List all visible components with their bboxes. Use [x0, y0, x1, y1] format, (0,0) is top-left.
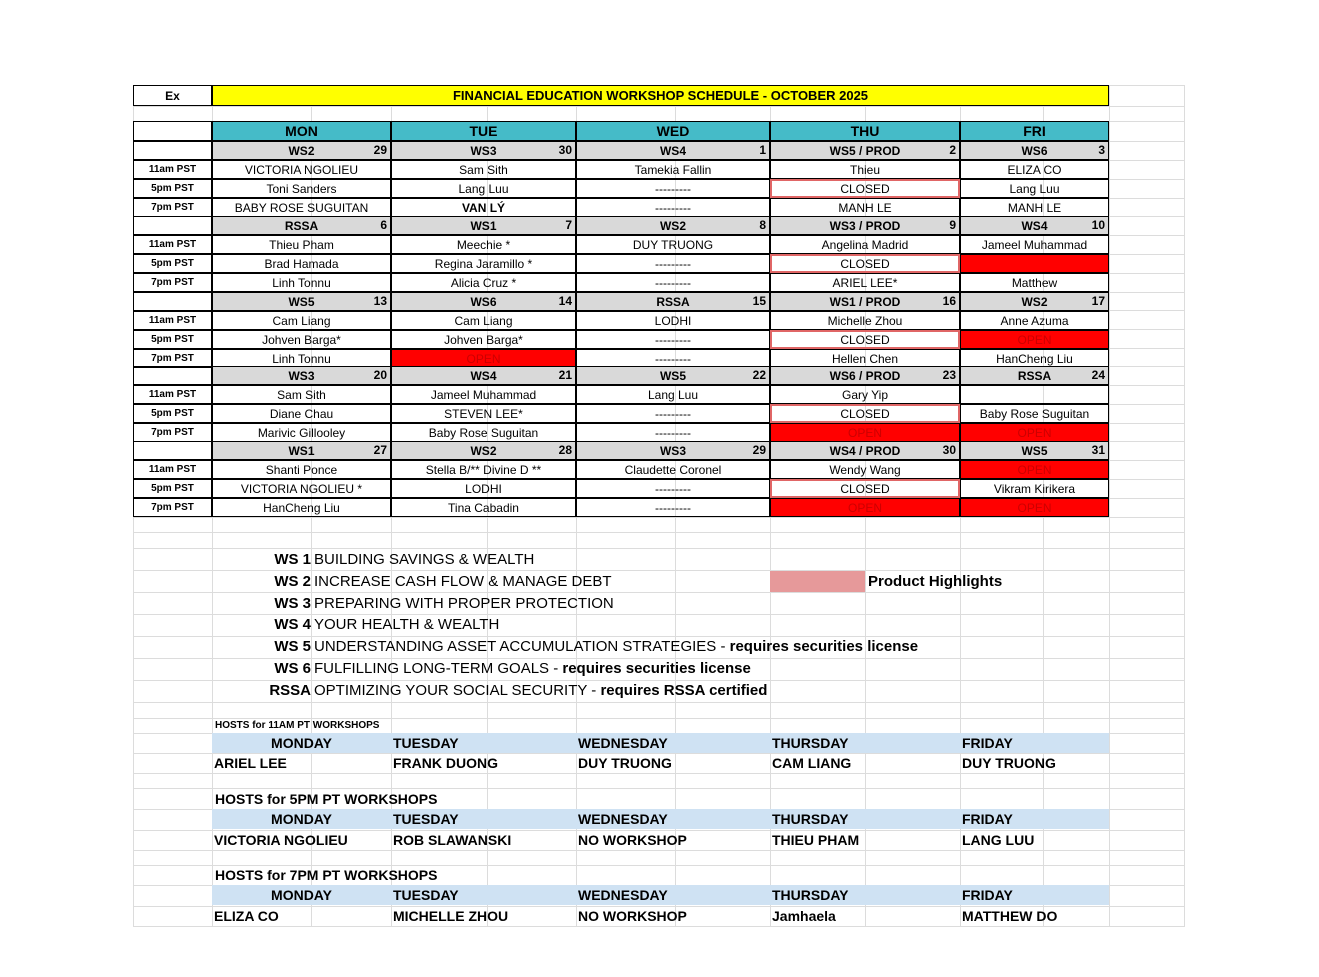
date-number: 30 [558, 143, 572, 157]
workshop-header [960, 141, 1109, 160]
date-number: 29 [752, 443, 766, 457]
workshop-header [576, 366, 770, 385]
open-slot-cell[interactable]: OPEN [960, 460, 1109, 479]
week-header-spacer [133, 216, 212, 235]
hosts-section-title: HOSTS for 11AM PT WORKSHOPS [215, 720, 380, 731]
legend-text: FULFILLING LONG-TERM GOALS - [314, 660, 563, 677]
time-slot: 7pm PST [133, 423, 212, 442]
open-slot-cell[interactable] [960, 254, 1109, 273]
host-name: LANG LUU [962, 832, 1035, 848]
schedule-cell[interactable]: Baby Rose Suguitan [960, 404, 1109, 423]
workshop-header [960, 441, 1109, 460]
host-name: MICHELLE ZHOU [393, 908, 509, 924]
schedule-cell[interactable]: Anne Azuma [960, 311, 1109, 330]
date-number: 30 [942, 443, 956, 457]
date-number: 15 [752, 294, 766, 308]
host-name: NO WORKSHOP [578, 908, 687, 924]
workshop-code: RSSA [284, 218, 319, 233]
workshop-code: RSSA [1017, 368, 1052, 383]
gridline [133, 926, 1184, 927]
host-name: ARIEL LEE [214, 755, 287, 771]
host-name: ROB SLAWANSKI [393, 832, 512, 848]
schedule-cell[interactable]: Stella B/** Divine D ** [391, 460, 576, 479]
schedule-cell[interactable]: Regina Jaramillo * [391, 254, 576, 273]
legend-requirement: requires securities license [562, 660, 751, 677]
workshop-header [212, 366, 391, 385]
gridline [133, 773, 1184, 774]
schedule-cell[interactable]: LODHI [391, 479, 576, 498]
host-day-header: MONDAY [212, 733, 391, 753]
schedule-cell[interactable]: Tina Cabadin [391, 498, 576, 517]
host-day-header: WEDNESDAY [576, 885, 770, 905]
schedule-cell[interactable]: --------- [576, 198, 770, 217]
schedule-cell[interactable]: Lang Luu [960, 179, 1109, 198]
host-day-header: WEDNESDAY [576, 733, 770, 753]
host-name: DUY TRUONG [962, 755, 1056, 771]
schedule-cell[interactable]: Angelina Madrid [770, 235, 960, 254]
schedule-cell[interactable]: --------- [576, 479, 770, 498]
host-day-header: MONDAY [212, 885, 391, 905]
legend-description [314, 658, 1040, 679]
day-header-thu: THU [770, 121, 960, 141]
legend-description [314, 549, 1040, 570]
schedule-cell[interactable]: Matthew [960, 273, 1109, 292]
schedule-cell[interactable] [960, 385, 1109, 404]
legend-key: WS 3 [274, 595, 311, 612]
workshop-header [212, 141, 391, 160]
schedule-cell[interactable]: Lang Luu [391, 179, 576, 198]
date-number: 13 [373, 294, 387, 308]
legend-requirement: requires securities license [729, 638, 919, 655]
gridline [1109, 85, 1110, 927]
workshop-header [212, 216, 391, 235]
date-number: 10 [1091, 218, 1105, 232]
workshop-code: WS6 [470, 294, 497, 309]
workshop-code: WS4 [1021, 218, 1048, 233]
day-header-wed: WED [576, 121, 770, 141]
schedule-cell[interactable]: Claudette Coronel [576, 460, 770, 479]
schedule-cell[interactable]: Cam Liang [212, 311, 391, 330]
host-day-header: TUESDAY [391, 733, 576, 753]
workshop-code: WS2 [1021, 294, 1048, 309]
schedule-cell[interactable]: --------- [576, 273, 770, 292]
host-day-header: THURSDAY [770, 733, 960, 753]
legend-key: WS 1 [274, 551, 311, 568]
schedule-cell[interactable]: VAN LÝ [391, 198, 576, 217]
schedule-cell[interactable]: --------- [576, 254, 770, 273]
schedule-cell[interactable]: Wendy Wang [770, 460, 960, 479]
schedule-cell[interactable]: Michelle Zhou [770, 311, 960, 330]
workshop-code: WS4 / PROD [829, 443, 901, 458]
closed-cell[interactable]: CLOSED [770, 179, 960, 198]
workshop-code: WS3 [659, 443, 686, 458]
date-number: 16 [942, 294, 956, 308]
date-number: 23 [942, 368, 956, 382]
open-slot-cell[interactable]: OPEN [770, 498, 960, 517]
time-slot: 5pm PST [133, 179, 212, 198]
gridline [133, 517, 1184, 518]
workshop-code: WS4 [659, 143, 686, 158]
workshop-header [770, 141, 960, 160]
schedule-cell[interactable]: Tamekia Fallin [576, 160, 770, 179]
date-number: 1 [759, 143, 766, 157]
day-header-tue: TUE [391, 121, 576, 141]
schedule-cell[interactable]: --------- [576, 423, 770, 442]
legend-text: OPTIMIZING YOUR SOCIAL SECURITY - [314, 682, 601, 699]
workshop-code: WS3 [470, 143, 497, 158]
corner-label: Ex [133, 85, 212, 106]
time-slot: 5pm PST [133, 479, 212, 498]
workshop-code: WS5 / PROD [829, 143, 901, 158]
host-name: DUY TRUONG [578, 755, 672, 771]
product-highlights-label: Product Highlights [868, 573, 1003, 590]
time-slot: 11am PST [133, 160, 212, 179]
host-name: NO WORKSHOP [578, 832, 687, 848]
workshop-header [576, 216, 770, 235]
workshop-header [576, 441, 770, 460]
schedule-cell[interactable]: Lang Luu [576, 385, 770, 404]
legend-key: WS 2 [274, 573, 311, 590]
schedule-cell[interactable]: --------- [576, 179, 770, 198]
workshop-header [960, 366, 1109, 385]
legend-key: RSSA [269, 682, 311, 699]
date-number: 21 [558, 368, 572, 382]
workshop-header [960, 216, 1109, 235]
time-slot: 7pm PST [133, 349, 212, 368]
schedule-cell[interactable]: Johven Barga* [391, 330, 576, 349]
day-header-blank [133, 121, 212, 141]
workshop-code: WS4 [470, 368, 497, 383]
time-slot: 11am PST [133, 311, 212, 330]
gridline [133, 106, 1184, 107]
workshop-header [770, 441, 960, 460]
time-slot: 5pm PST [133, 330, 212, 349]
legend-key: WS 5 [274, 638, 311, 655]
closed-cell[interactable]: CLOSED [770, 254, 960, 273]
gridline [133, 850, 1184, 851]
schedule-cell[interactable]: MANH LE [770, 198, 960, 217]
workshop-header [770, 292, 960, 311]
schedule-cell[interactable]: Sam Sith [212, 385, 391, 404]
schedule-title: FINANCIAL EDUCATION WORKSHOP SCHEDULE - OCTOBER 2025 [212, 85, 1109, 106]
host-name: CAM LIANG [772, 755, 852, 771]
legend-key: WS 6 [274, 660, 311, 677]
host-day-header: THURSDAY [770, 809, 960, 829]
workshop-code: WS5 [1021, 443, 1048, 458]
date-number: 27 [373, 443, 387, 457]
schedule-cell[interactable]: --------- [576, 498, 770, 517]
legend-description [314, 680, 1040, 701]
open-slot-cell[interactable]: OPEN [770, 423, 960, 442]
date-number: 7 [565, 218, 572, 232]
schedule-cell[interactable]: STEVEN LEE* [391, 404, 576, 423]
workshop-header [576, 292, 770, 311]
schedule-cell[interactable]: Thieu [770, 160, 960, 179]
gridline [133, 702, 1184, 703]
schedule-cell[interactable]: --------- [576, 330, 770, 349]
week-header-spacer [133, 441, 212, 460]
workshop-header [960, 292, 1109, 311]
legend-text: BUILDING SAVINGS & WEALTH [314, 551, 535, 568]
date-number: 14 [558, 294, 572, 308]
schedule-cell[interactable]: HanCheng Liu [960, 349, 1109, 368]
date-number: 24 [1091, 368, 1105, 382]
workshop-code: WS1 [470, 218, 497, 233]
workshop-header [770, 366, 960, 385]
workshop-code: WS2 [288, 143, 315, 158]
schedule-cell[interactable]: Shanti Ponce [212, 460, 391, 479]
host-day-header: THURSDAY [770, 885, 960, 905]
date-number: 9 [949, 218, 956, 232]
legend-description [314, 614, 1040, 635]
date-number: 20 [373, 368, 387, 382]
workshop-code: WS6 / PROD [829, 368, 901, 383]
workshop-code: WS1 / PROD [829, 294, 901, 309]
workshop-code: WS2 [659, 218, 686, 233]
time-slot: 11am PST [133, 460, 212, 479]
hosts-section-title: HOSTS for 5PM PT WORKSHOPS [215, 790, 438, 807]
gridline [1184, 85, 1185, 927]
date-number: 8 [759, 218, 766, 232]
host-day-header: TUESDAY [391, 885, 576, 905]
closed-cell[interactable]: CLOSED [770, 330, 960, 349]
week-header-spacer [133, 292, 212, 311]
date-number: 6 [380, 218, 387, 232]
schedule-cell[interactable]: Diane Chau [212, 404, 391, 423]
time-slot: 11am PST [133, 235, 212, 254]
schedule-cell[interactable]: ARIEL LEE* [770, 273, 960, 292]
schedule-cell[interactable]: Jameel Muhammad [960, 235, 1109, 254]
workshop-header [391, 441, 576, 460]
schedule-cell[interactable]: --------- [576, 404, 770, 423]
open-slot-cell[interactable]: OPEN [960, 423, 1109, 442]
workshop-header [212, 441, 391, 460]
legend-text: YOUR HEALTH & WEALTH [314, 616, 500, 633]
host-day-header: FRIDAY [960, 733, 1109, 753]
date-number: 28 [558, 443, 572, 457]
legend-key: WS 4 [274, 616, 311, 633]
host-name: VICTORIA NGOLIEU [214, 832, 348, 848]
host-day-header: MONDAY [212, 809, 391, 829]
schedule-cell[interactable]: VICTORIA NGOLIEU * [212, 479, 391, 498]
workshop-header [391, 366, 576, 385]
host-day-header: FRIDAY [960, 885, 1109, 905]
workshop-code: WS6 [1021, 143, 1048, 158]
schedule-cell[interactable]: Linh Tonnu [212, 349, 391, 368]
open-slot-cell[interactable]: OPEN [960, 498, 1109, 517]
schedule-cell[interactable]: Hellen Chen [770, 349, 960, 368]
schedule-cell[interactable]: Vikram Kirikera [960, 479, 1109, 498]
schedule-cell[interactable]: Thieu Pham [212, 235, 391, 254]
schedule-cell[interactable]: --------- [576, 349, 770, 368]
date-number: 17 [1091, 294, 1105, 308]
time-slot: 5pm PST [133, 404, 212, 423]
host-day-header: WEDNESDAY [576, 809, 770, 829]
schedule-cell[interactable]: Toni Sanders [212, 179, 391, 198]
schedule-cell[interactable]: Brad Hamada [212, 254, 391, 273]
host-day-header: FRIDAY [960, 809, 1109, 829]
workshop-header [391, 141, 576, 160]
product-highlight-swatch [770, 571, 865, 592]
schedule-cell[interactable]: Alicia Cruz * [391, 273, 576, 292]
gridline [133, 532, 1184, 533]
schedule-cell[interactable]: BABY ROSE SUGUITAN [212, 198, 391, 217]
closed-cell[interactable]: CLOSED [770, 404, 960, 423]
time-slot: 7pm PST [133, 273, 212, 292]
schedule-cell[interactable]: Meechie * [391, 235, 576, 254]
day-header-fri: FRI [960, 121, 1109, 141]
schedule-cell[interactable]: Linh Tonnu [212, 273, 391, 292]
legend-description [314, 593, 1040, 614]
date-number: 31 [1091, 443, 1105, 457]
date-number: 22 [752, 368, 766, 382]
workshop-header [391, 216, 576, 235]
schedule-cell[interactable]: Johven Barga* [212, 330, 391, 349]
workshop-code: WS3 / PROD [829, 218, 901, 233]
workshop-code: WS5 [288, 294, 315, 309]
time-slot: 5pm PST [133, 254, 212, 273]
time-slot: 11am PST [133, 385, 212, 404]
workshop-header [576, 141, 770, 160]
open-slot-cell[interactable]: OPEN [391, 349, 576, 368]
workshop-header [770, 216, 960, 235]
legend-text: INCREASE CASH FLOW & MANAGE DEBT [314, 573, 612, 590]
legend-text: UNDERSTANDING ASSET ACCUMULATION STRATEGIES - [314, 638, 730, 655]
schedule-cell[interactable]: Baby Rose Suguitan [391, 423, 576, 442]
workshop-code: WS2 [470, 443, 497, 458]
date-number: 3 [1098, 143, 1105, 157]
schedule-cell[interactable]: Gary Yip [770, 385, 960, 404]
workshop-code: RSSA [656, 294, 690, 309]
host-name: ELIZA CO [214, 908, 279, 924]
schedule-cell[interactable]: HanCheng Liu [212, 498, 391, 517]
schedule-cell[interactable]: ELIZA CO [960, 160, 1109, 179]
date-number: 2 [949, 143, 956, 157]
schedule-cell[interactable]: Jameel Muhammad [391, 385, 576, 404]
schedule-cell[interactable]: Marivic Gillooley [212, 423, 391, 442]
schedule-cell[interactable]: Sam Sith [391, 160, 576, 179]
workshop-code: WS5 [659, 368, 686, 383]
workshop-code: WS1 [288, 443, 315, 458]
host-name: THIEU PHAM [772, 832, 860, 848]
legend-requirement: requires RSSA certified [600, 682, 768, 699]
date-number: 29 [373, 143, 387, 157]
time-slot: 7pm PST [133, 198, 212, 217]
legend-description [314, 636, 1040, 657]
workshop-header [212, 292, 391, 311]
legend-text: PREPARING WITH PROPER PROTECTION [314, 595, 614, 612]
schedule-cell[interactable]: MANH LE [960, 198, 1109, 217]
hosts-section-title: HOSTS for 7PM PT WORKSHOPS [215, 867, 438, 883]
host-name: Jamhaela [772, 908, 836, 924]
host-name: MATTHEW DO [962, 908, 1058, 924]
host-day-header: TUESDAY [391, 809, 576, 829]
host-name: FRANK DUONG [393, 755, 498, 771]
open-slot-cell[interactable]: OPEN [960, 330, 1109, 349]
time-slot: 7pm PST [133, 498, 212, 517]
closed-cell[interactable]: CLOSED [770, 479, 960, 498]
week-header-spacer [133, 141, 212, 160]
workshop-header [391, 292, 576, 311]
schedule-cell[interactable]: VICTORIA NGOLIEU [212, 160, 391, 179]
day-header-mon: MON [212, 121, 391, 141]
schedule-cell[interactable]: DUY TRUONG [576, 235, 770, 254]
schedule-cell[interactable]: Cam Liang [391, 311, 576, 330]
week-header-spacer [133, 366, 212, 385]
workshop-code: WS3 [288, 368, 315, 383]
schedule-cell[interactable]: LODHI [576, 311, 770, 330]
